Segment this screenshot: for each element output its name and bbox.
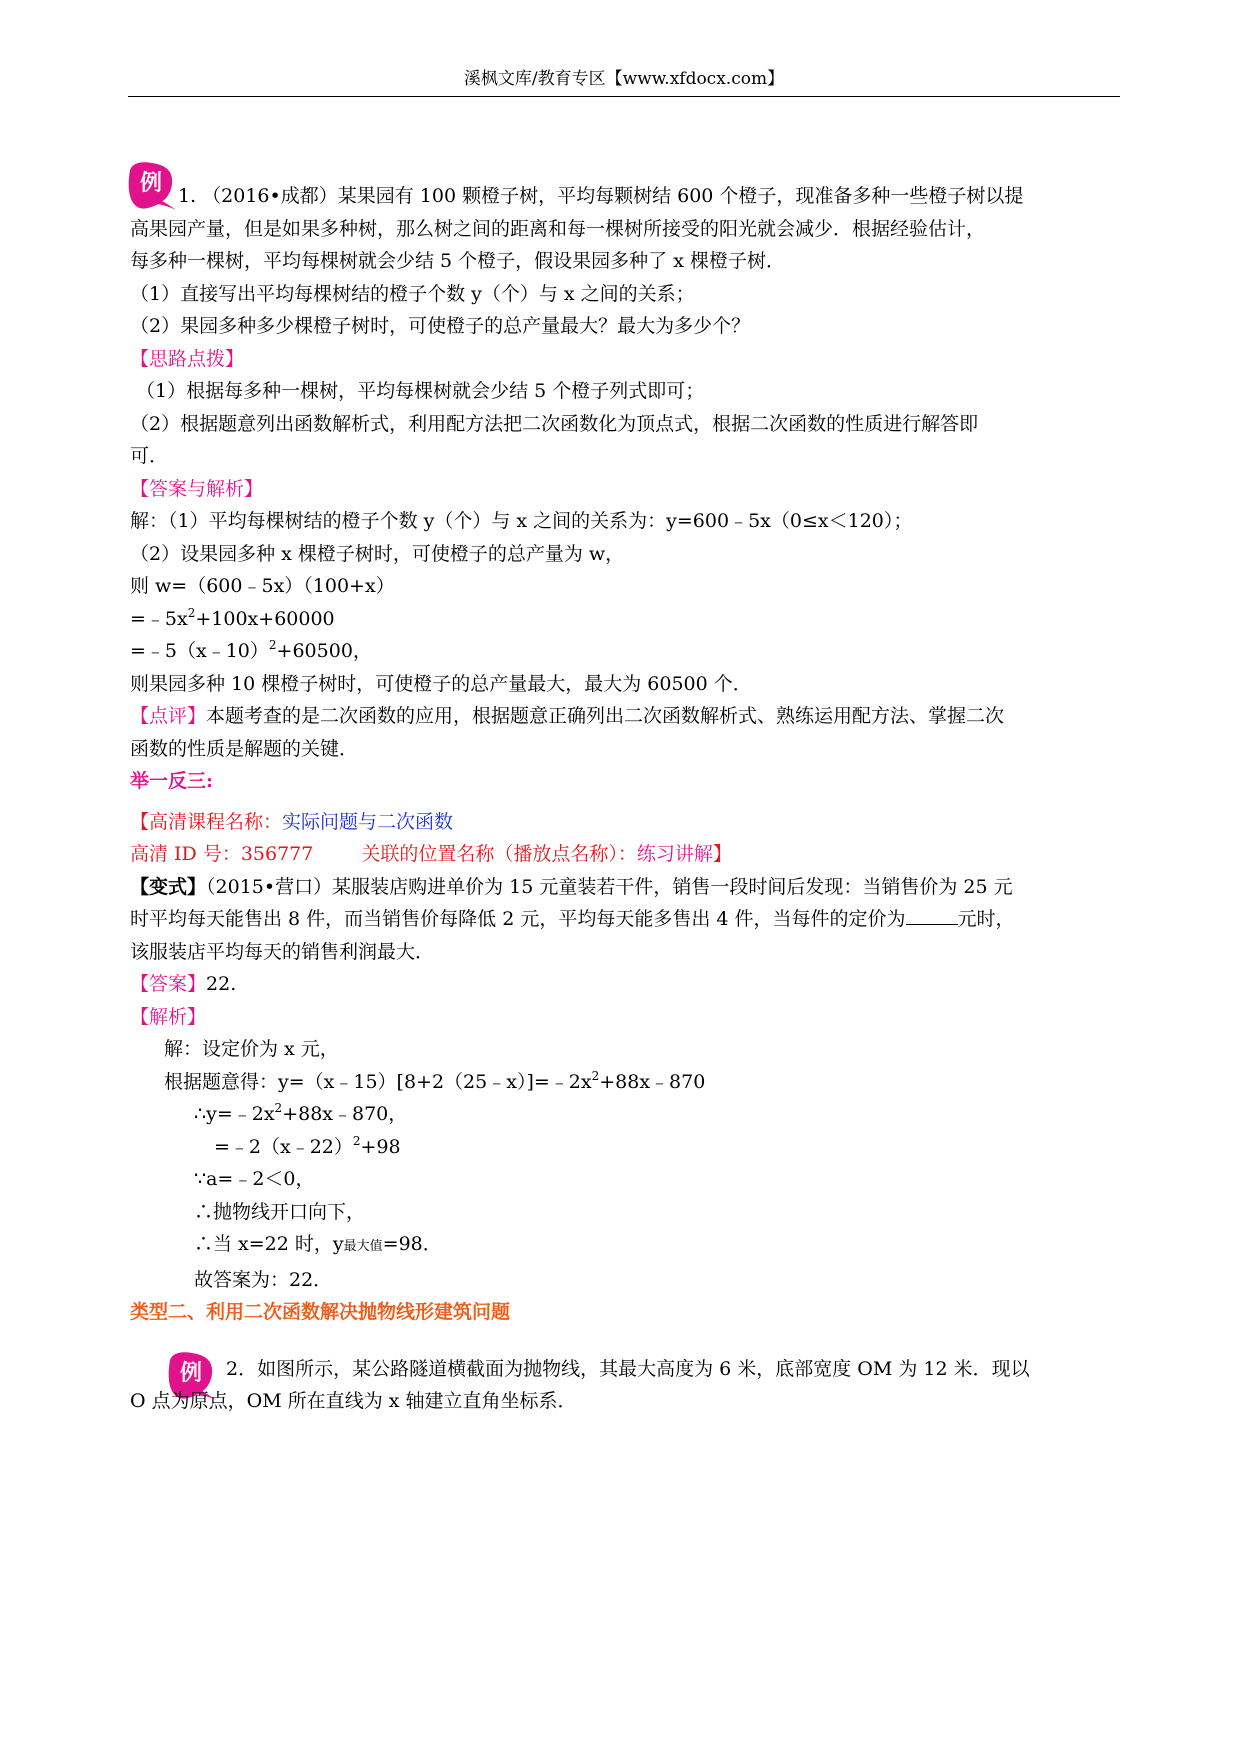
example1-question1: （1）直接写出平均每棵树结的橙子个数 y（个）与 x 之间的关系； [130, 282, 695, 305]
variant-3: 该服装店平均每天的销售利润最大． [130, 940, 435, 963]
document-body [130, 180, 1120, 1418]
analysis-label: 【解析】 [130, 1005, 207, 1028]
svg-text:例: 例 [179, 1361, 203, 1386]
answer-label: 【答案与解析】 [130, 477, 264, 500]
solution-3: 则 w=（600﹣5x）（100+x） [130, 575, 395, 597]
hint-label: 【思路点拨】 [130, 347, 245, 370]
example1-line2: 高果园产量，但是如果多种树，那么树之间的距离和每一棵树所接受的阳光就会减少．根据经验估计， [130, 217, 986, 240]
solution-1: 解：（1）平均每棵树结的橙子个数 y（个）与 x 之间的关系为：y=600﹣5x（0≤x＜120）； [130, 510, 913, 532]
analysis-4: =﹣2（x﹣22）$^2$+98 [214, 1133, 401, 1158]
answer-blank [906, 904, 958, 925]
example1-question2: （2）果园多种多少棵橙子树时，可使橙子的总产量最大？最大为多少个？ [130, 315, 751, 337]
solution-4: $=﹣5x^2+100x+60000$ [130, 605, 335, 630]
course-line: 【高清课程名称：实际问题与二次函数 [130, 810, 454, 833]
svg-text:例: 例 [139, 171, 163, 196]
id-line: 高清 ID 号：356777 关联的位置名称（播放点名称）：练习讲解】 [130, 843, 732, 865]
analysis-6: ∴抛物线开口向下， [194, 1200, 366, 1223]
hint-2a: （2）根据题意列出函数解析式，利用配方法把二次函数化为顶点式，根据二次函数的性质进行解答即 [130, 412, 979, 435]
hint-2b: 可． [130, 445, 169, 467]
solution-6: 则果园多种 10 棵橙子树时，可使橙子的总产量最大，最大为 60500 个． [130, 672, 752, 695]
practice-answer: 【答案】22. [130, 973, 237, 995]
solution-2: （2）设果园多种 x 棵橙子树时，可使橙子的总产量为 w， [130, 542, 625, 565]
type2-title: 类型二、利用二次函数解决抛物线形建筑问题 [130, 1301, 511, 1323]
example2-line1: 2．如图所示，某公路隧道横截面为抛物线，其最大高度为 6 米，底部宽度 OM 为 12 米．现以 [226, 1357, 1030, 1380]
analysis-8: 故答案为：22． [194, 1268, 333, 1291]
example1-line1: 1. （2016•成都）某果园有 100 颗橙子树，平均每颗树结 600 个橙子，现准备多种一些橙子树以提 [178, 185, 1024, 207]
comment-2: 函数的性质是解题的关键． [130, 737, 359, 760]
header-text: 溪枫文库/教育专区【www.xfdocx.com】 [463, 69, 785, 89]
example2-line2: O 点为原点，OM 所在直线为 x 轴建立直角坐标系． [130, 1390, 577, 1412]
analysis-3: $\therefore y=﹣2x^2+88x﹣870$， [194, 1101, 408, 1125]
analysis-7: ∴当 x=22 时，y最大值=98． [194, 1233, 442, 1255]
analysis-1: 解：设定价为 x 元， [164, 1038, 339, 1060]
analysis-5: ∵a=﹣2＜0， [194, 1168, 315, 1190]
comment-label: 【点评】 [130, 705, 207, 727]
hint-1: （1）根据每多种一棵树，平均每棵树就会少结 5 个橙子列式即可； [136, 380, 705, 402]
analysis-2: 根据题意得：$y=(x﹣15)[8+2(25﹣x)]=﹣2x^2+88x﹣870$ [164, 1068, 706, 1093]
solution-5: =﹣5（x﹣10）$^2$+60500， [130, 638, 372, 662]
practice-title: 举一反三: [130, 770, 214, 792]
comment-1: 【点评】本题考查的是二次函数的应用，根据题意正确列出二次函数解析式、熟练运用配方法、掌握二次 [130, 705, 1005, 727]
variant-2: 时平均每天能售出 8 件，而当销售价每降低 2 元，平均每天能多售出 4 件，当每件的定价为 元时， [130, 903, 1120, 936]
example1-line3: 每多种一棵树，平均每棵树就会少结 5 个橙子，假设果园多种了 x 棵橙子树． [130, 250, 785, 272]
variant-1: 【变式】（2015•营口）某服装店购进单价为 15 元童装若干件，销售一段时间后发现：当销售价为 25 元 [130, 875, 1013, 898]
variant-label: 【变式】 [130, 875, 207, 898]
page-header [128, 68, 1120, 97]
